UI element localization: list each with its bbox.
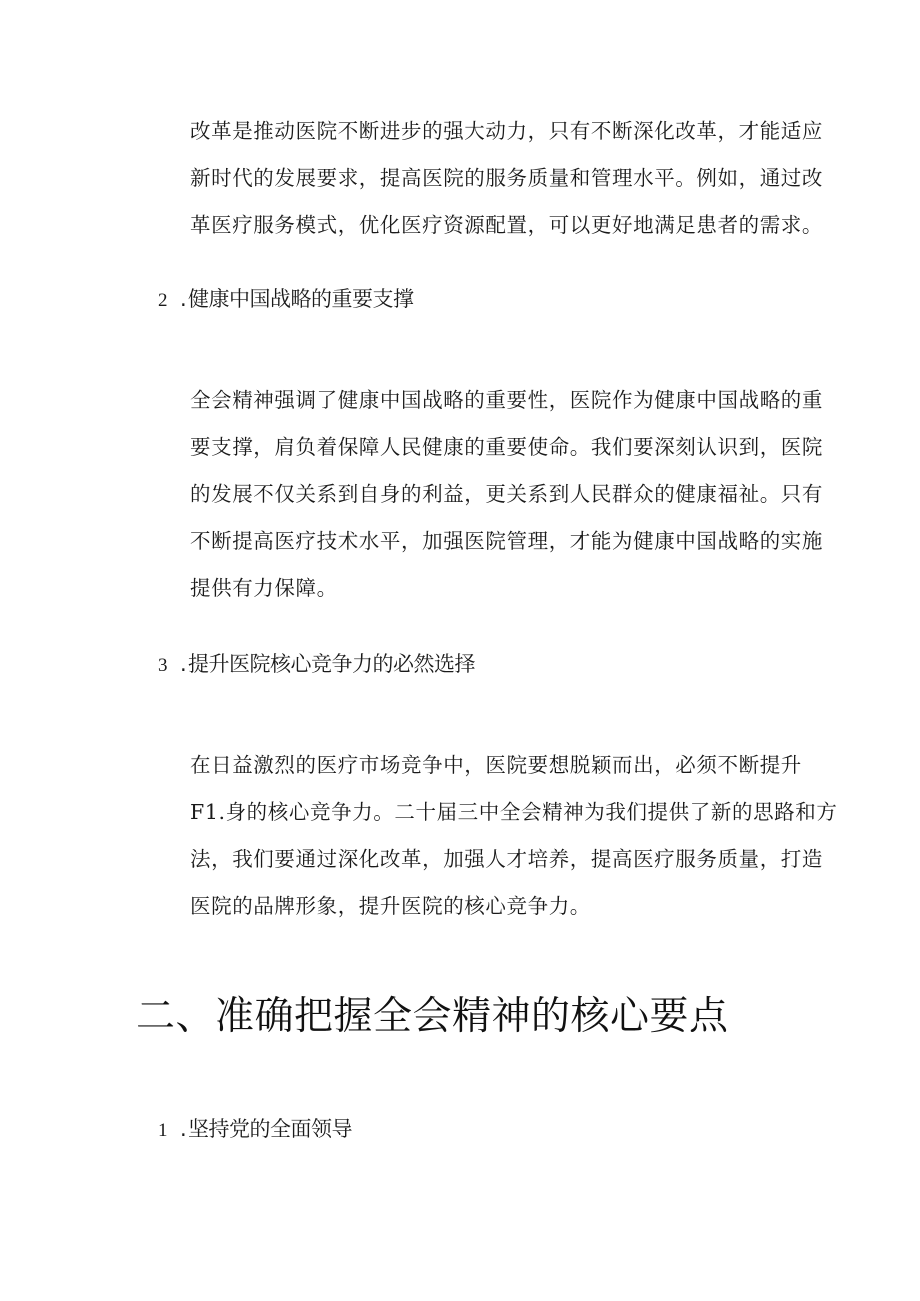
text-line: 要支撑，肩负着保障人民健康的重要使命。我们要深刻认识到，医院 — [190, 435, 823, 459]
text-line: 在日益激烈的医疗市场竞争中，医院要想脱颖而出，必须不断提升 — [190, 753, 802, 777]
text-line: F1.身的核心竞争力。二十届三中全会精神为我们提供了新的思路和方 — [190, 800, 838, 824]
text-line: 医院的品牌形象，提升医院的核心竞争力。 — [190, 894, 591, 918]
text-line: 提供有力保障。 — [190, 576, 338, 600]
paragraph-healthy-china — [190, 377, 823, 612]
paragraph-competitiveness — [190, 742, 838, 930]
subheading-number: 3 — [158, 655, 167, 676]
paragraph-reform — [190, 108, 823, 249]
subheading-dot: . — [180, 287, 187, 311]
text-line: 全会精神强调了健康中国战略的重要性，医院作为健康中国战略的重 — [190, 388, 823, 412]
text-line: 法，我们要通过深化改革，加强人才培养，提高医疗服务质量，打造 — [190, 847, 823, 871]
subheading-healthy-china — [158, 284, 414, 316]
subheading-title: 坚持党的全面领导 — [188, 1117, 352, 1141]
text-line: 的发展不仅关系到自身的利益，更关系到人民群众的健康福祉。只有 — [190, 482, 823, 506]
subheading-title: 提升医院核心竞争力的必然选择 — [188, 652, 475, 676]
text-line: 不断提高医疗技术水平，加强医院管理，才能为健康中国战略的实施 — [190, 529, 823, 553]
subheading-party-leadership — [158, 1114, 352, 1146]
section-heading: 二、准确把握全会精神的核心要点 — [136, 994, 729, 1039]
subheading-core-competitiveness — [158, 649, 475, 681]
subheading-title: 健康中国战略的重要支撑 — [188, 287, 414, 311]
subheading-dot: . — [180, 652, 187, 676]
subheading-number: 2 — [158, 290, 167, 311]
text-line: 新时代的发展要求，提高医院的服务质量和管理水平。例如，通过改 — [190, 166, 823, 190]
text-line: 革医疗服务模式，优化医疗资源配置，可以更好地满足患者的需求。 — [190, 213, 823, 237]
text-line: 改革是推动医院不断进步的强大动力，只有不断深化改革，才能适应 — [190, 119, 823, 143]
subheading-number: 1 — [158, 1120, 167, 1141]
subheading-dot: . — [180, 1117, 187, 1141]
